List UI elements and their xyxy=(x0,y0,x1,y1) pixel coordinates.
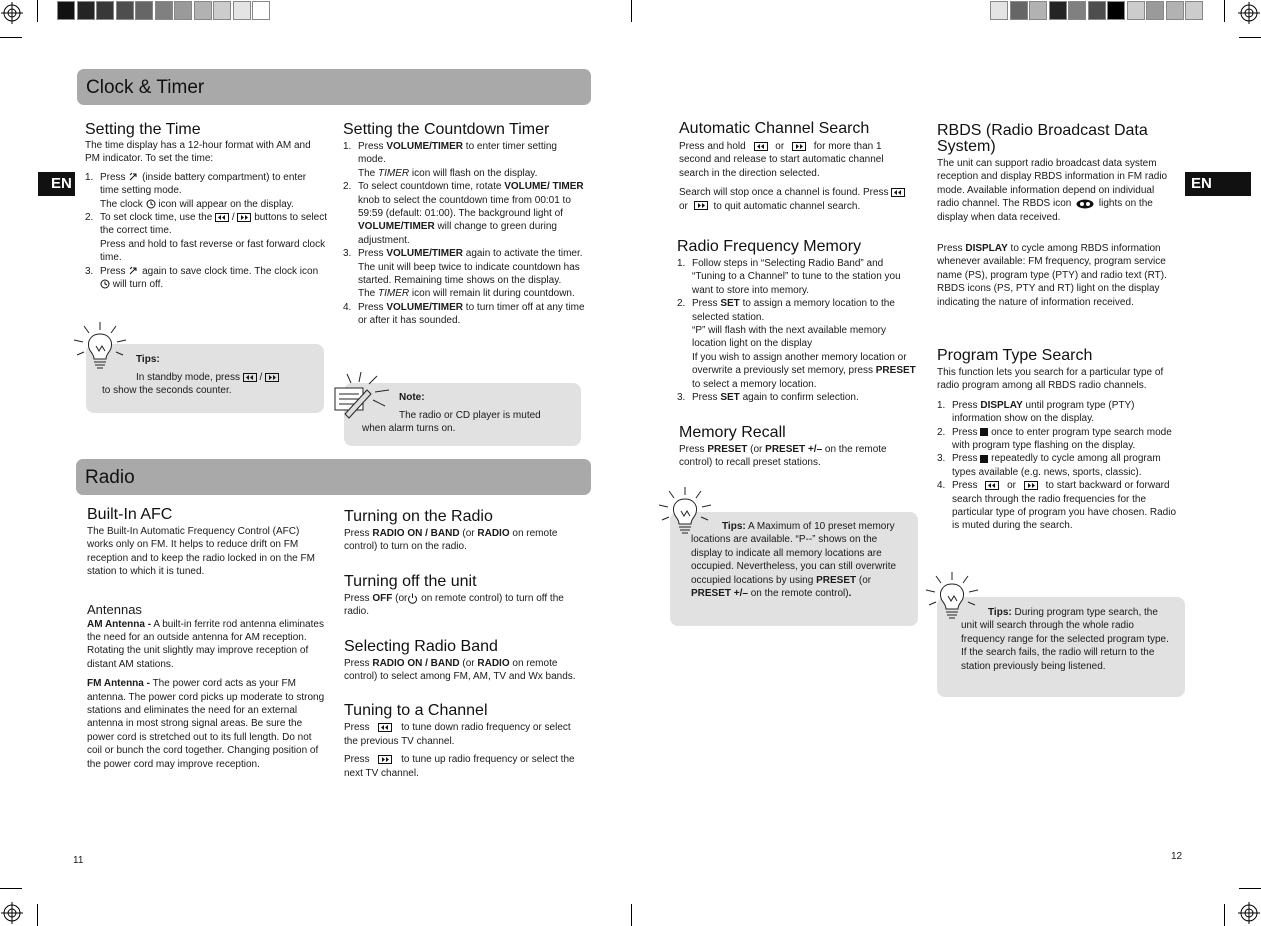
registration-target-icon xyxy=(1,2,23,24)
color-swatch xyxy=(252,1,270,20)
skip-back-icon xyxy=(215,213,229,222)
radio-operations-section xyxy=(344,508,580,780)
section-heading: Program Type Search xyxy=(937,347,1093,364)
section-heading: Setting the Time xyxy=(85,121,201,138)
section-header-clock-timer xyxy=(77,69,591,105)
section-heading: Memory Recall xyxy=(679,424,786,441)
section-heading: Setting the Countdown Timer xyxy=(343,121,550,138)
step-1: 1. Press VOLUME/TIMER to enter timer setting mode. The TIMER icon will flash on the display. xyxy=(343,141,557,179)
section-heading: Tuning to a Channel xyxy=(344,702,488,720)
step-3: 3. Press repeatedly to cycle among all program types available (e.g. news, sports, classic). xyxy=(937,453,1161,478)
note-pencil-icon xyxy=(327,370,395,420)
color-swatch xyxy=(213,1,231,20)
afc-text: The Built-In Automatic Frequency Control (AFC) works only on FM. It helps to reduce drift on FM reception and to keep the radio locked in on the FM station to which it is tuned. xyxy=(87,526,315,578)
step-1: 1. Follow steps in “Selecting Radio Band” and “Tuning to a Channel” to tune to the station you want to store into memory. xyxy=(677,258,901,296)
skip-forward-icon xyxy=(1024,481,1038,490)
clock-icon xyxy=(100,279,110,289)
skip-back-icon xyxy=(985,481,999,490)
color-swatch xyxy=(1068,1,1086,20)
lightbulb-icon xyxy=(72,320,134,376)
stop-square-icon xyxy=(980,455,988,463)
rbds-section xyxy=(937,123,1177,309)
section-title: Clock & Timer xyxy=(86,77,205,98)
step-4: 4. Press or to start backward or forward search through the radio frequencies for the particular type of program you have chosen. Radio is muted during the search. xyxy=(937,480,1177,532)
auto-search-section xyxy=(679,120,915,213)
tune-down-text: Press to tune down radio frequency or select the previous TV channel. xyxy=(344,722,571,747)
power-icon xyxy=(407,593,418,604)
clock-icon xyxy=(146,199,156,209)
skip-back-icon xyxy=(243,373,257,382)
color-swatch xyxy=(116,1,134,20)
section-heading: Turning on the Radio xyxy=(344,508,493,525)
recall-text: Press PRESET (or PRESET +/– on the remote control) to recall preset stations. xyxy=(679,444,887,469)
language-tab-right: EN xyxy=(1185,172,1251,196)
steps-list xyxy=(343,140,585,328)
auto-search-text: Press and hold or for more than 1 second and release to start automatic channel search in the direction selected. xyxy=(679,141,884,179)
fm-antenna-text: FM Antenna - The power cord acts as your FM antenna. The power cord picks up moderate to strong stations and eliminates the need for an external antenna in most strong signal areas. Be sure the power cord is stretched out to its full length. Do not coil or bunch the cord together. Changing position of the power cord may improve reception. xyxy=(87,678,325,770)
tips-label: Tips: xyxy=(136,354,160,365)
section-heading: RBDS (Radio Broadcast Data System) xyxy=(937,122,1148,155)
tips-text: Tips: A Maximum of 10 preset memory locations are available. “P--” shows on the display to indicate all memory locations are occupied. Nevertheless, you can still overwrite occupied locations by using PRESET (or PRESET +/– on the remote control). xyxy=(691,521,897,600)
page-number-right: 12 xyxy=(1171,851,1183,862)
color-swatch xyxy=(194,1,212,20)
lightbulb-icon xyxy=(924,570,986,626)
set-key-icon xyxy=(128,172,139,182)
am-antenna-text: AM Antenna - A built-in ferrite rod antenna eliminates the need for an outside antenna for AM reception. Rotating the unit slightly may improve reception of distant AM stations. xyxy=(87,618,324,670)
skip-forward-icon xyxy=(265,373,279,382)
color-swatch xyxy=(1166,1,1184,20)
section-heading: Radio Frequency Memory xyxy=(677,238,862,255)
color-swatch xyxy=(96,1,114,20)
auto-search-stop-text: Search will stop once a channel is found. Press or to quit automatic channel search. xyxy=(679,186,915,213)
color-swatch xyxy=(233,1,251,20)
intro-text: The time display has a 12-hour format with AM and PM indicator. To set the time: xyxy=(85,140,311,165)
steps-list xyxy=(677,257,919,404)
color-calibration-bar-right xyxy=(990,1,1204,20)
color-swatch xyxy=(1029,1,1047,20)
skip-forward-icon xyxy=(792,142,806,151)
color-swatch xyxy=(155,1,173,20)
color-swatch xyxy=(1049,1,1067,20)
section-heading: Automatic Channel Search xyxy=(679,120,870,137)
lightbulb-icon xyxy=(657,485,719,541)
section-heading: Turning off the unit xyxy=(344,572,477,590)
frequency-memory-section xyxy=(677,238,919,404)
tune-up-text: Press to tune up radio frequency or select the next TV channel. xyxy=(344,754,575,779)
registration-target-icon xyxy=(1,902,23,924)
skip-back-icon xyxy=(891,188,905,197)
tips-text: Tips: During program type search, the unit will search through the whole radio frequency range for the selected program type. If the search fails, the radio will return to the station previously being listened. xyxy=(961,607,1169,672)
step-3: 3. Press again to save clock time. The clock icon will turn off. xyxy=(85,265,319,291)
skip-forward-icon xyxy=(378,755,392,764)
countdown-timer-section xyxy=(343,121,585,328)
step-2: 2. Press once to enter program type search mode with program type flashing on the display. xyxy=(937,426,1172,452)
skip-back-icon xyxy=(754,142,768,151)
skip-forward-icon xyxy=(694,201,708,210)
set-key-icon xyxy=(128,266,139,276)
turn-off-text: Press OFF (or on remote control) to turn off the radio. xyxy=(344,592,564,618)
color-swatch xyxy=(1107,1,1125,20)
setting-time-section xyxy=(85,121,327,291)
color-swatch xyxy=(1088,1,1106,20)
note-text: The radio or CD player is muted when alarm turns on. xyxy=(362,410,541,435)
pts-intro: This function lets you search for a particular type of radio program among all RBDS radio channels. xyxy=(937,367,1164,392)
color-swatch xyxy=(174,1,192,20)
section-title: Radio xyxy=(85,467,135,488)
step-2: 2. To set clock time, use the / buttons to select the correct time. Press and hold to fast reverse or fast forward clock time. xyxy=(85,212,328,264)
section-heading: Built-In AFC xyxy=(87,506,173,523)
language-tab-left: EN xyxy=(38,172,75,196)
rbds-icon xyxy=(1076,199,1094,209)
skip-back-icon xyxy=(378,723,392,732)
steps-list xyxy=(85,171,327,292)
tips-text: In standby mode, press / to show the seconds counter. xyxy=(102,371,317,398)
step-2: 2. Press SET to assign a memory location to the selected station. “P” will flash with the next available memory location light on the display If you wish to assign another memory location or overwrite a previously set memory, press PRESET to select a memory location. xyxy=(677,298,916,390)
step-3: 3. Press SET again to confirm selection. xyxy=(677,392,859,404)
color-swatch xyxy=(1010,1,1028,20)
registration-target-icon xyxy=(1238,2,1260,24)
program-type-search-section xyxy=(937,347,1177,533)
step-2: 2. To select countdown time, rotate VOLUME/ TIMER knob to select the countdown time from 00:01 to 59:59 (default: 01:00). The background light of VOLUME/TIMER will change to green during adjustment. xyxy=(343,181,584,246)
color-calibration-bar-left xyxy=(57,1,271,20)
skip-forward-icon xyxy=(237,213,251,222)
step-1: 1. Press DISPLAY until program type (PTY) information show on the display. xyxy=(937,399,1135,425)
registration-target-icon xyxy=(1238,902,1260,924)
section-header-radio xyxy=(76,459,591,495)
step-3: 3. Press VOLUME/TIMER again to activate the timer. The unit will beep twice to indicate countdown has started. Remaining time shows on the display. The TIMER icon will remain lit during countdown. xyxy=(343,248,583,300)
stop-square-icon xyxy=(980,428,988,436)
color-swatch xyxy=(1127,1,1145,20)
color-swatch xyxy=(57,1,75,20)
antennas-heading: Antennas xyxy=(87,601,142,617)
afc-section xyxy=(87,506,327,771)
page-number-left: 11 xyxy=(73,855,84,866)
step-1: 1. Press (inside battery compartment) to enter time setting mode. The clock icon will appear on the display. xyxy=(85,171,307,210)
turn-on-text: Press RADIO ON / BAND (or RADIO on remote control) to turn on the radio. xyxy=(344,528,558,553)
section-heading: Selecting Radio Band xyxy=(344,637,498,655)
steps-list xyxy=(937,399,1177,533)
rbds-text: The unit can support radio broadcast data system reception and display RBDS information in FM radio mode. Available information depend on individual radio channel. The RBDS icon lights on the display when data received. xyxy=(937,158,1168,223)
rbds-display-text: Press DISPLAY to cycle among RBDS information whenever available: FM frequency, program service name (PS), program type (PTY) and radio text (RT). RBDS icons (PS, PTY and RT) light on the display indicating the nature of information received. xyxy=(937,243,1167,308)
memory-recall-section xyxy=(679,424,915,470)
color-swatch xyxy=(77,1,95,20)
color-swatch xyxy=(1146,1,1164,20)
color-swatch xyxy=(1185,1,1203,20)
note-label: Note: xyxy=(399,392,425,403)
color-swatch xyxy=(135,1,153,20)
band-text: Press RADIO ON / BAND (or RADIO on remote control) to select among FM, AM, TV and Wx bands. xyxy=(344,657,576,683)
step-4: 4. Press VOLUME/TIMER to turn timer off at any time or after it has sounded. xyxy=(343,301,585,327)
color-swatch xyxy=(990,1,1008,20)
